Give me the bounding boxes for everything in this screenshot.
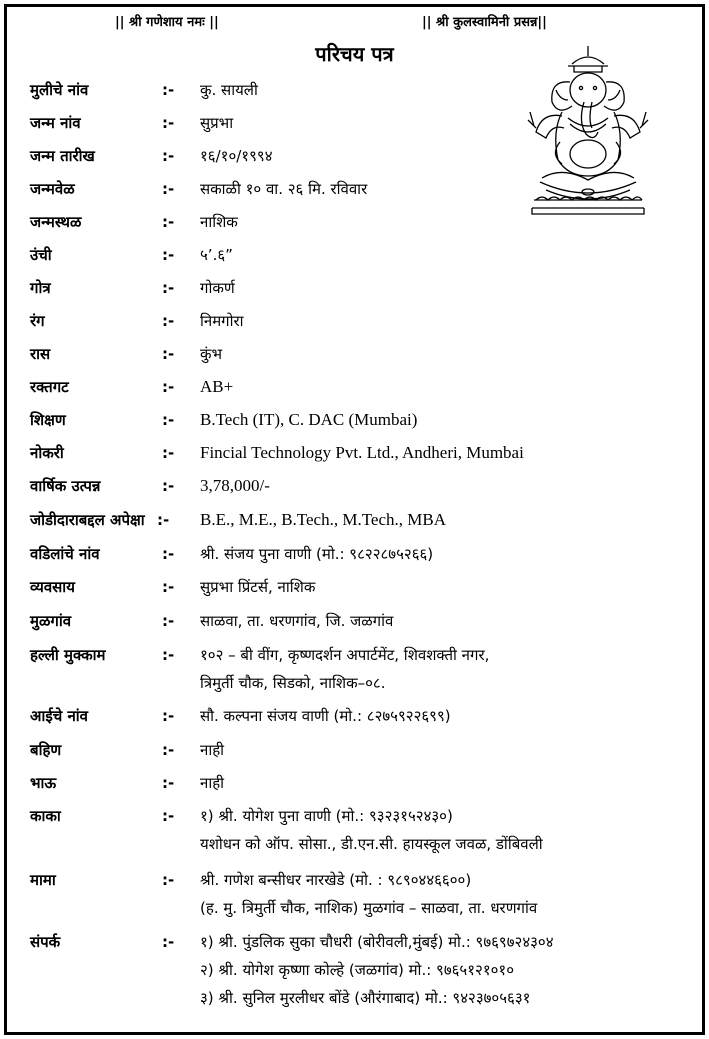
detail-label: जन्म तारीख [30,147,95,165]
detail-separator: :- [162,312,175,330]
detail-separator: :- [162,774,175,792]
detail-value-line: कु. सायली [200,81,258,99]
detail-label: जोडीदाराबद्दल अपेक्षा [30,511,145,529]
detail-label: रंग [30,312,45,330]
detail-separator: :- [162,246,175,264]
detail-label: रास [30,345,51,363]
detail-label: वार्षिक उत्पन्न [30,477,101,495]
detail-separator: :- [162,933,175,951]
detail-value-line: १०२ – बी वींग, कृष्णदर्शन अपार्टमेंट, शिवशक्ती नगर, [200,646,490,664]
detail-label: वडिलांचे नांव [30,545,100,563]
detail-label: जन्म नांव [30,114,81,132]
detail-label: नोकरी [30,444,64,462]
detail-value-line: 3,78,000/- [200,476,270,495]
detail-value-line: सुप्रभा [200,114,234,132]
detail-value-line: गोकर्ण [200,279,235,297]
detail-separator: :- [162,807,175,825]
detail-separator: :- [162,871,175,889]
detail-value-line: श्री. गणेश बन्सीधर नारखेडे (मो. : ९८९०४४६६००) [200,871,472,889]
detail-separator: :- [162,345,175,363]
detail-value-line: सौ. कल्पना संजय वाणी (मो.: ८२७५९२२६९९) [200,707,451,725]
detail-separator: :- [162,646,175,664]
detail-label: जन्मस्थळ [30,213,82,231]
detail-label: मामा [30,871,56,889]
detail-value-line: १) श्री. योगेश पुना वाणी (मो.: ९३२३१५२४३०) [200,807,453,825]
detail-value-line: कुंभ [200,345,223,363]
detail-label: काका [30,807,61,825]
detail-value-line: सकाळी १० वा. २६ मि. रविवार [200,180,368,198]
detail-value-line: नाही [200,741,225,759]
detail-separator: :- [162,279,175,297]
detail-label: रक्तगट [30,378,69,396]
detail-separator: :- [157,511,170,529]
detail-separator: :- [162,147,175,165]
detail-separator: :- [162,378,175,396]
detail-value-line: B.Tech (IT), C. DAC (Mumbai) [200,410,418,429]
detail-value-line: त्रिमुर्ती चौक, सिडको, नाशिक–०८. [200,674,386,692]
detail-value-line: साळवा, ता. धरणगांव, जि. जळगांव [200,612,394,630]
detail-label: बहिण [30,741,62,759]
detail-value-line: निमगोरा [200,312,244,330]
detail-label: गोत्र [30,279,51,297]
detail-value-line: ३) श्री. सुनिल मुरलीधर बोंडे (औरंगाबाद) मो.: ९४२३७०५६३१ [200,989,531,1007]
detail-separator: :- [162,578,175,596]
detail-value-line: ५’.६” [200,246,233,264]
detail-value-line: १) श्री. पुंडलिक सुका चौधरी (बोरीवली,मुंबई) मो.: ९७६९७२४३०४ [200,933,554,951]
detail-label: संपर्क [30,933,61,951]
detail-separator: :- [162,180,175,198]
detail-value-line: (ह. मु. त्रिमुर्ती चौक, नाशिक) मुळगांव – साळवा, ता. धरणगांव [200,899,538,917]
detail-label: शिक्षण [30,411,66,429]
detail-label: भाऊ [30,774,57,792]
detail-separator: :- [162,114,175,132]
detail-label: आईचे नांव [30,707,88,725]
detail-separator: :- [162,444,175,462]
header-right-invocation: || श्री कुलस्वामिनी प्रसन्न|| [422,15,547,30]
header-left-invocation: || श्री गणेशाय नमः || [115,15,219,30]
detail-value-line: नाही [200,774,225,792]
detail-separator: :- [162,741,175,759]
detail-separator: :- [162,411,175,429]
detail-value-line: यशोधन को ऑप. सोसा., डी.एन.सी. हायस्कूल जवळ, डोंबिवली [200,835,543,853]
detail-separator: :- [162,477,175,495]
detail-separator: :- [162,81,175,99]
page-title: परिचय पत्र [315,42,394,66]
detail-label: जन्मवेळ [30,180,75,198]
detail-value-line: नाशिक [200,213,238,231]
detail-separator: :- [162,612,175,630]
detail-value-line: AB+ [200,377,234,396]
detail-value-line: २) श्री. योगेश कृष्णा कोल्हे (जळगांव) मो.: ९७६५१२१०१० [200,961,515,979]
detail-value-line: श्री. संजय पुना वाणी (मो.: ९८२२८७५२६६) [200,545,434,563]
detail-separator: :- [162,707,175,725]
detail-label: मुलीचे नांव [30,81,89,99]
detail-separator: :- [162,545,175,563]
detail-label: मुळगांव [30,612,72,630]
detail-value-line: सुप्रभा प्रिंटर्स, नाशिक [200,578,316,596]
detail-value-line: Fincial Technology Pvt. Ltd., Andheri, Mumbai [200,443,524,462]
detail-value-line: B.E., M.E., B.Tech., M.Tech., MBA [200,510,446,529]
detail-label: व्यवसाय [30,578,75,596]
detail-value-line: १६/१०/१९९४ [200,147,273,165]
detail-label: हल्ली मुक्काम [30,646,106,664]
detail-separator: :- [162,213,175,231]
detail-label: उंची [30,246,52,264]
